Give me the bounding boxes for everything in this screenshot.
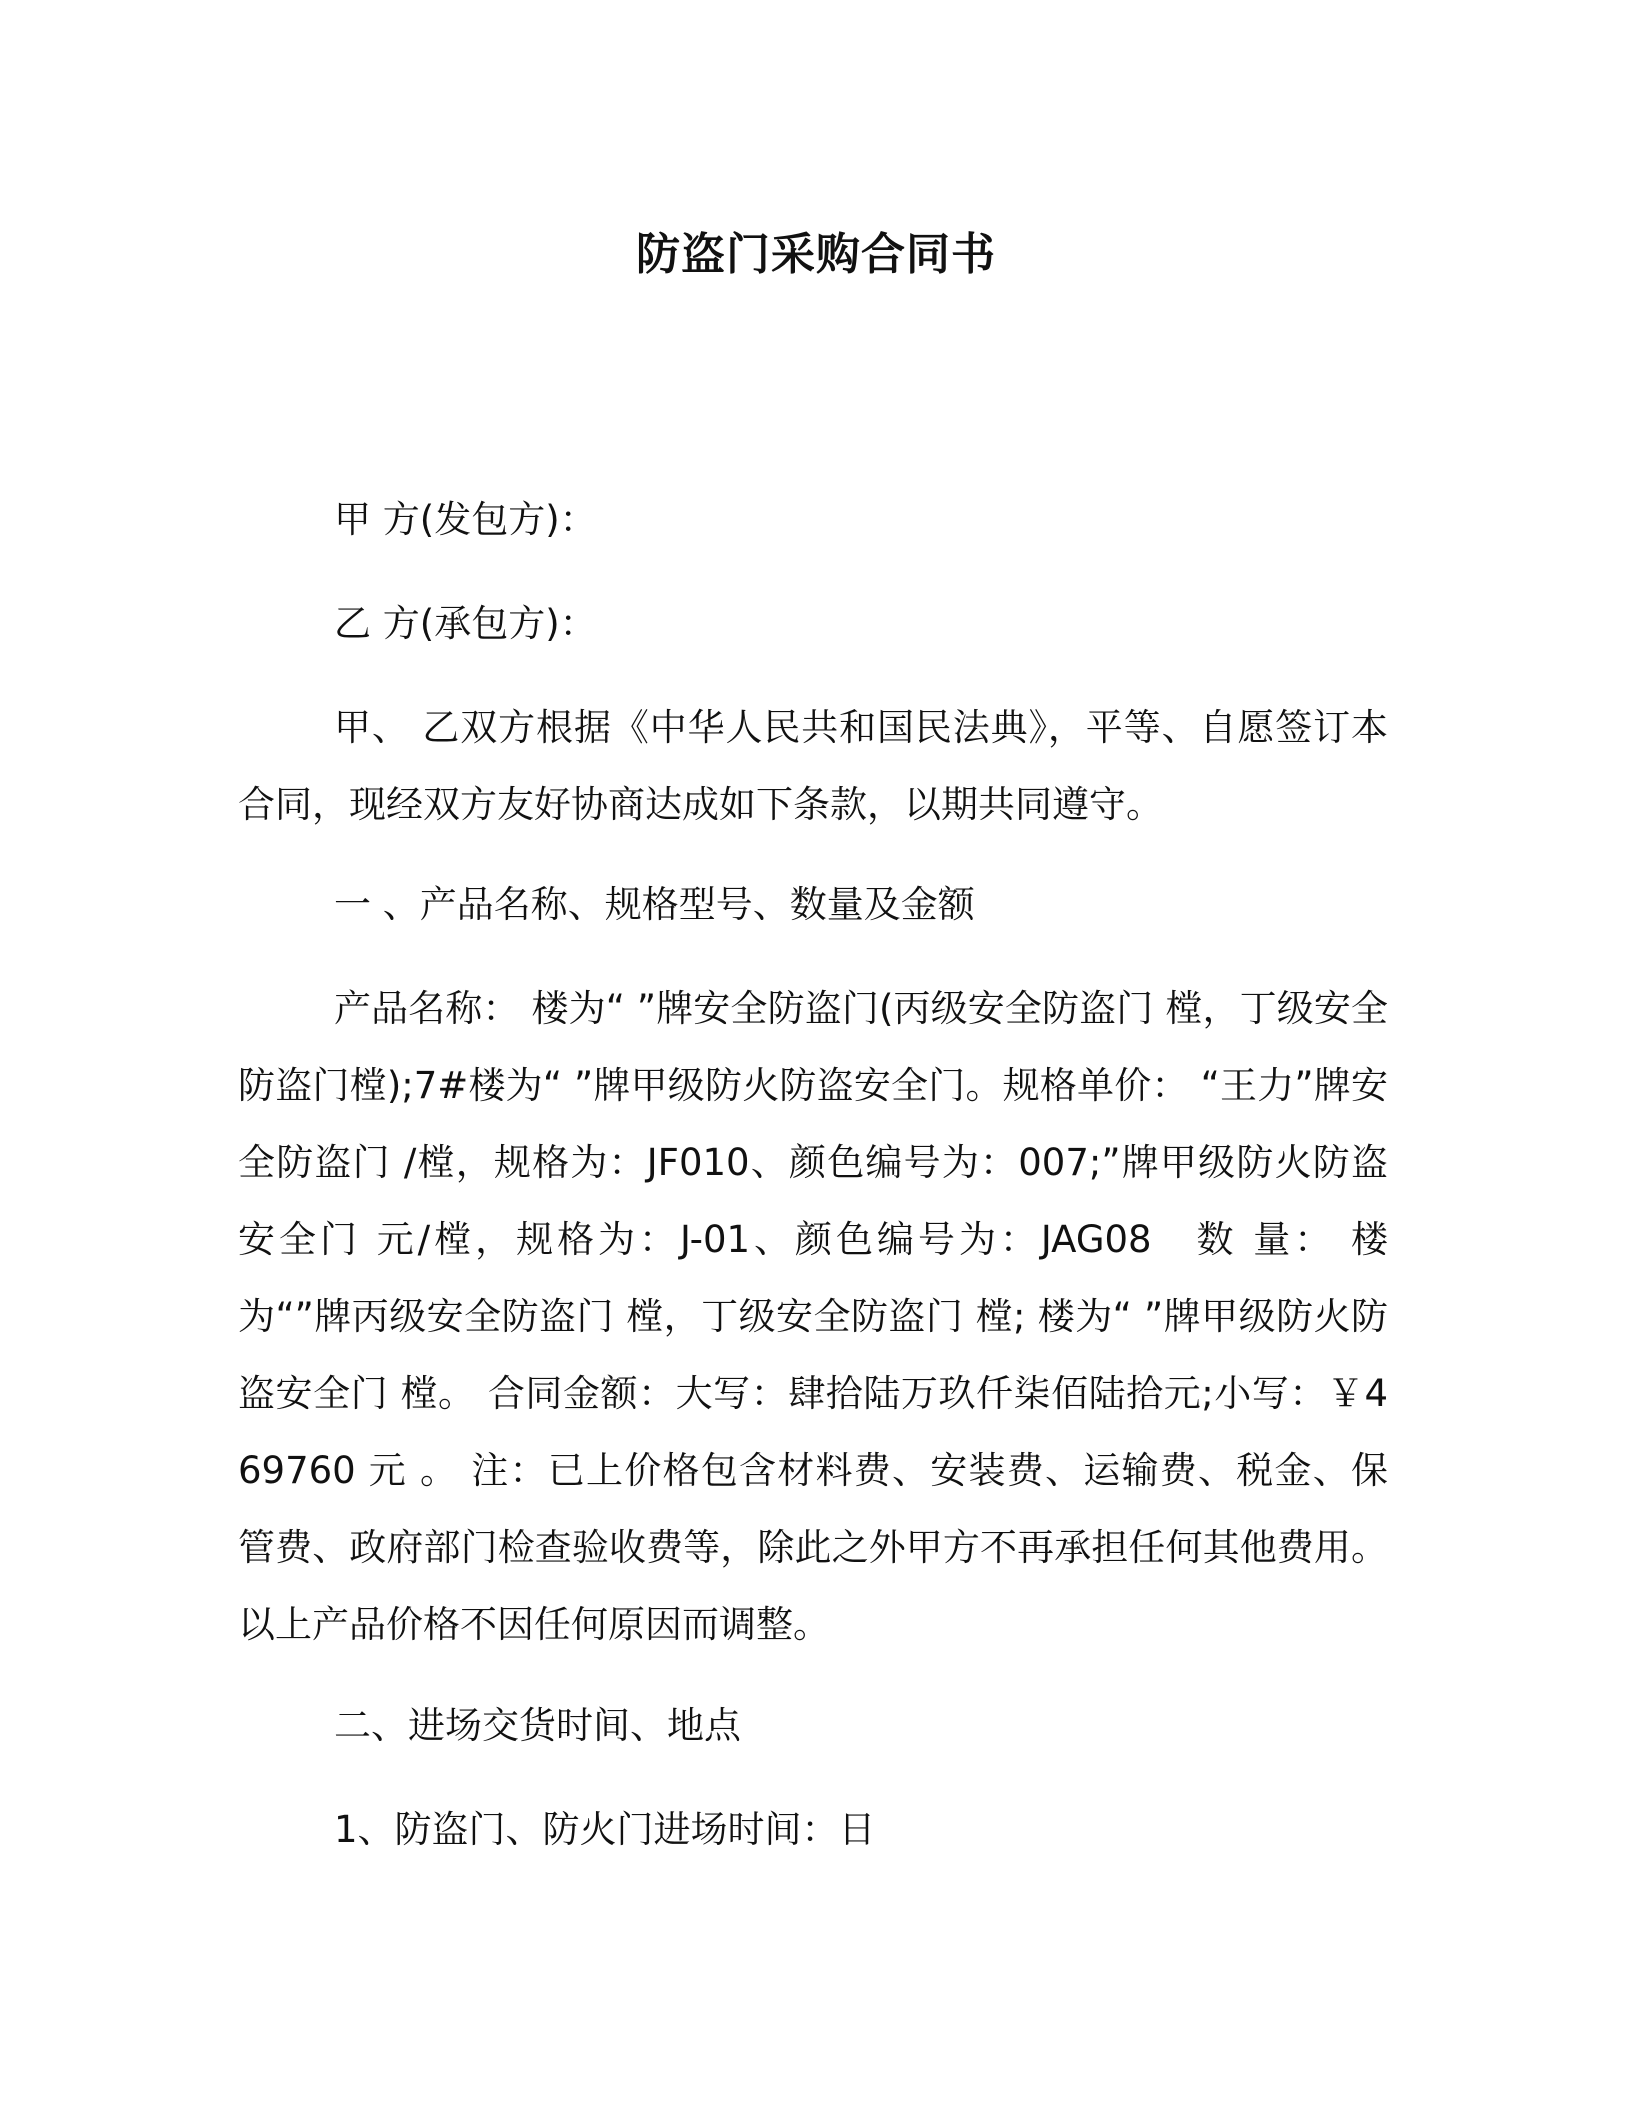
party-a-line: 甲 方(发包方)： (334, 498, 597, 541)
preamble-paragraph: 甲、 乙双方根据《中华人民共和国民法典》，平等、自愿签订本合同，现经双方友好协商达成如下条款，以期共同遵守。 (238, 706, 1388, 826)
section-1-body: 产品名称： 楼为“ ”牌安全防盗门(丙级安全防盗门 樘，丁级安全防盗门樘);7#楼为“ ”牌甲级防火防盗安全门。规格单价： “王力”牌安全防盗门 /樘，规格为：JF010、颜色编号为：007;”牌甲级防火防盗安全门 元/樘，规格为：J-01、颜色编号为：JAG08 数 量： 楼为“”牌丙级安全防盗门 樘，丁级安全防盗门 樘; 楼为“ ”牌甲级防火防盗安全门 樘。 合同金额：大写：肆拾陆万玖仟柒佰陆拾元;小写：￥469760 元 。 注：已上价格包含材料费、安装费、运输费、税金、保管费、政府部门检查验收费等，除此之外甲方不再承担任何其他费用。以上产品价格不因任何原因而调整。 (238, 987, 1388, 1646)
party-b-line: 乙 方(承包方)： (334, 602, 597, 645)
section-2-heading: 二、进场交货时间、地点 (334, 1704, 741, 1747)
document-title: 防盗门采购合同书 (636, 229, 996, 280)
section-2-item-1: 1、防盗门、防火门进场时间：日 (334, 1808, 876, 1851)
section-1-heading: 一 、产品名称、规格型号、数量及金额 (334, 883, 975, 926)
